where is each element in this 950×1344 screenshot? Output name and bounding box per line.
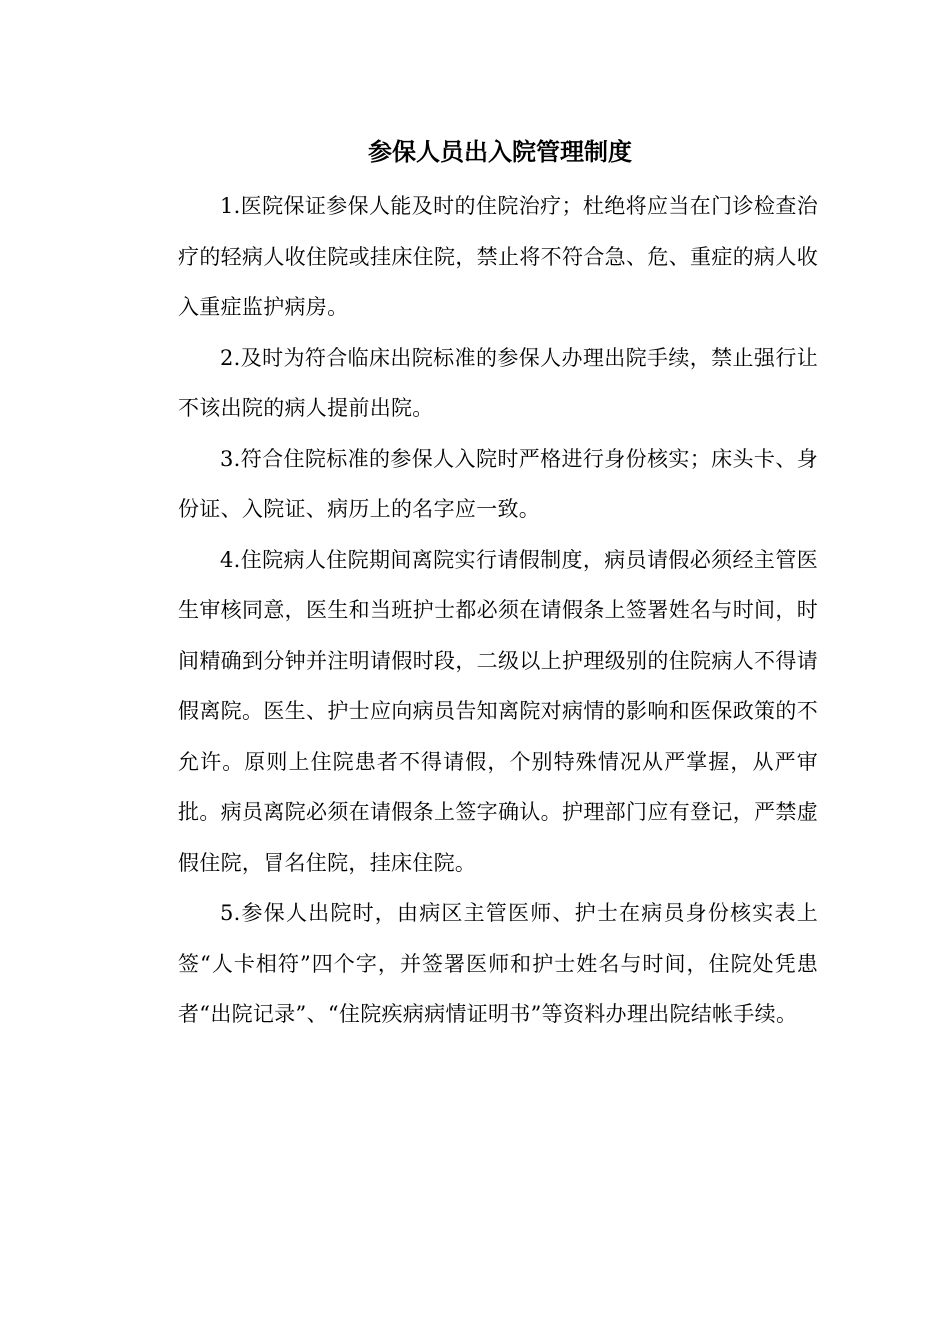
paragraph-4: 4.住院病人住院期间离院实行请假制度，病员请假必须经主管医生审核同意，医生和当班护士都必须在请假条上签署姓名与时间，时间精确到分钟并注明请假时段，二级以上护理级别的住院病人不得请假离院。医生、护士应向病员告知离院对病情的影响和医保政策的不允许。原则上住院患者不得请假，个别特殊情况从严掌握，从严审批。病员离院必须在请假条上签字确认。护理部门应有登记，严禁虚假住院，冒名住院，挂床住院。 [178,547,818,875]
document-title: 参保人员出入院管理制度 [368,138,632,166]
paragraph-5: 5.参保人出院时，由病区主管医师、护士在病员身份核实表上签“人卡相符”四个字，并签署医师和护士姓名与时间，住院处凭患者“出院记录”、“住院疾病病情证明书”等资料办理出院结帐手续。 [178,901,818,1026]
paragraph-3: 3.符合住院标准的参保人入院时严格进行身份核实；床头卡、身份证、入院证、病历上的名字应一致。 [178,446,818,521]
paragraph-2: 2.及时为符合临床出院标准的参保人办理出院手续，禁止强行让不该出院的病人提前出院。 [178,345,818,420]
paragraph-1: 1.医院保证参保人能及时的住院治疗；杜绝将应当在门诊检查治疗的轻病人收住院或挂床住院，禁止将不符合急、危、重症的病人收入重症监护病房。 [178,194,818,319]
document-body [178,181,818,1040]
